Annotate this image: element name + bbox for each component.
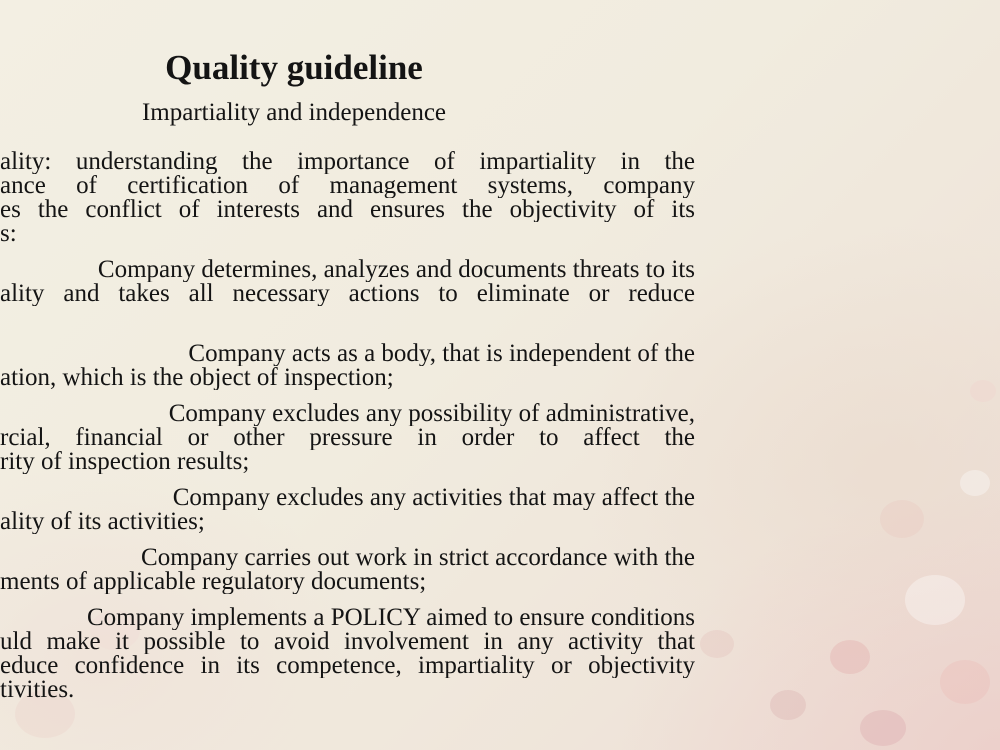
text-line: Company acts as a body, that is independent of the [188, 342, 695, 366]
text-line: ation, which is the object of inspection; [0, 366, 394, 390]
text-line: es the conflict of interests and ensures the objectivity of its [0, 198, 695, 222]
text-line: educe confidence in its competence, impartiality or objectivity [0, 654, 695, 678]
text-line: Company excludes any possibility of administrative, [168, 402, 695, 426]
paragraph-impartiality [0, 150, 695, 246]
text-line: rcial, financial or other pressure in order to affect the [0, 426, 695, 450]
text-line: Company determines, analyzes and documents threats to its [97, 258, 695, 282]
list-item-threats [0, 258, 695, 306]
list-item-independent-body [0, 342, 695, 390]
text-line: Company excludes any activities that may affect the [172, 486, 695, 510]
text-line: ments of applicable regulatory documents; [0, 570, 427, 594]
list-item-activities [0, 486, 695, 534]
slide-title: Quality guideline [165, 48, 423, 87]
text-line: uld make it possible to avoid involvement in any activity that [0, 630, 695, 654]
list-item-policy [0, 606, 695, 702]
text-line: ality of its activities; [0, 510, 205, 534]
text-line: ality and takes all necessary actions to eliminate or reduce [0, 282, 695, 306]
text-line: ality: understanding the importance of impartiality in the [0, 150, 695, 174]
text-line: s: [0, 222, 17, 246]
text-line: rity of inspection results; [0, 450, 250, 474]
text-line: Company carries out work in strict accordance with the [141, 546, 695, 570]
slide-subtitle: Impartiality and independence [141, 99, 447, 126]
list-item-pressure [0, 402, 695, 474]
text-line: Company implements a POLICY aimed to ensure conditions [86, 606, 695, 630]
list-item-regulatory [0, 546, 695, 594]
text-line: tivities. [0, 678, 75, 702]
text-line: ance of certification of management systems, company [0, 174, 695, 198]
